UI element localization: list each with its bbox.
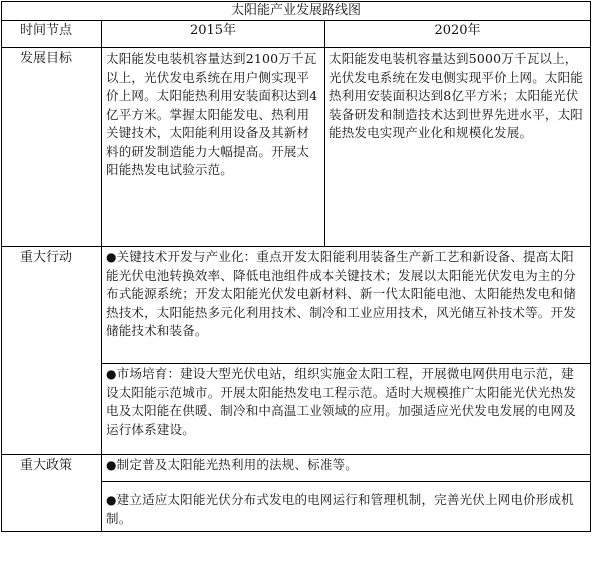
spacer: [106, 483, 586, 491]
header-time-node: 时间节点: [2, 21, 102, 48]
goals-row: [2, 48, 591, 247]
policies-row-1: [2, 455, 591, 482]
policy-item-2: [102, 482, 591, 532]
action-item-1-text: 关键技术开发与产业化：重点开发太阳能利用装备生产新工艺和新设备、提高太阳能光伏电池转换效率、降低电池组件成本关键技术；发展以太阳能光伏发电为主的分布式能源系统；开发太阳能光伏发电新材料、新一代太阳能电池、太阳能热发电和储热技术，太阳能热多元化利用技术、制冷和工业应用技术，风光储互补技术等。开发储能技术和装备。: [106, 249, 576, 338]
action-item-2-text: 市场培育：建设大型光伏电站，组织实施金太阳工程，开展微电网供用电示范，建设太阳能示范城市。开展太阳能热发电工程示范。适时大规模推广太阳能光伏光热发电及太阳能在供暖、制冷和中高温工业领域的应用。加强适应光伏发电发展的电网及运行体系建设。: [106, 366, 576, 437]
bullet-icon: ●: [106, 367, 117, 381]
bullet-icon: ●: [106, 458, 117, 472]
bullet-icon: ●: [106, 493, 117, 507]
goals-2015-text: 太阳能发电装机容量达到2100万千瓦以上，光伏发电系统在用户侧实现平价上网。太阳能热利用安装面积达到4亿平方米。掌握太阳能发电、热利用关键技术，太阳能利用设备及其新材料的研发制造能力大幅提高。开展太阳能热发电试验示范。: [102, 48, 325, 247]
header-2015: 2015年: [102, 21, 325, 48]
action-item-2: [102, 364, 591, 455]
policies-label: 重大政策: [2, 455, 102, 532]
roadmap-table: [1, 1, 591, 532]
table-title: 太阳能产业发展路线图: [2, 2, 591, 21]
header-2020: 2020年: [325, 21, 591, 48]
bullet-icon: ●: [106, 250, 117, 264]
policy-item-1-text: 制定普及太阳能光热利用的法规、标准等。: [116, 457, 358, 472]
policy-item-1: [102, 455, 591, 482]
action-item-1: [102, 247, 591, 364]
policy-item-2-text: 建立适应太阳能光伏分布式发电的电网运行和管理机制，完善光伏上网电价形成机制。: [106, 492, 574, 526]
goals-label: 发展目标: [2, 48, 102, 247]
actions-row-1: [2, 247, 591, 364]
goals-2020-text: 太阳能发电装机容量达到5000万千瓦以上，光伏发电系统在发电侧实现平价上网。太阳能热利用安装面积达到8亿平方米；太阳能光伏装备研发和制造技术达到世界先进水平，太阳能热发电实现产业化和规模化发展。: [325, 48, 591, 247]
actions-label: 重大行动: [2, 247, 102, 455]
header-row: [2, 21, 591, 48]
